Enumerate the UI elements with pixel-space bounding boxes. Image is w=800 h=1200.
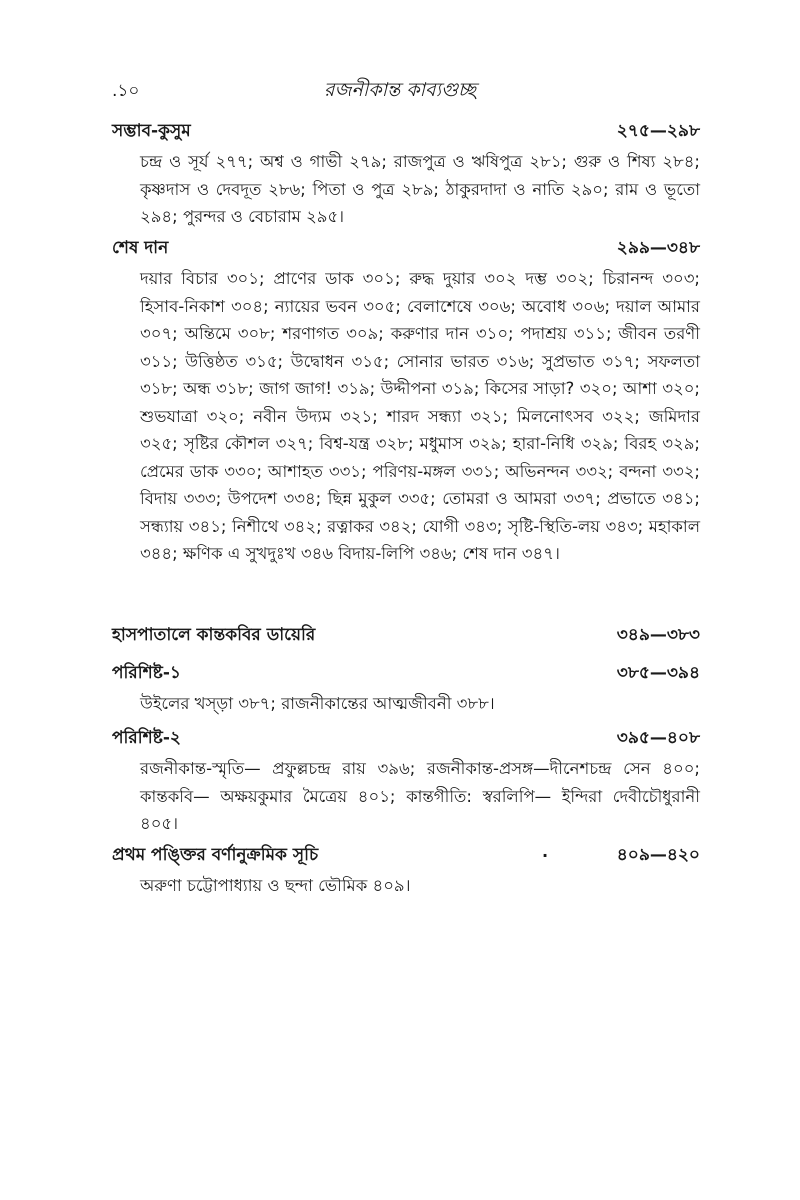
toc-heading — [112, 622, 700, 652]
section-title: হাসপাতালে কান্তকবির ডায়েরি — [112, 625, 316, 645]
section-title: প্রথম পঙ্ক্তির বর্ণানুক্রমিক সূচি — [112, 845, 319, 865]
section-contents: উইলের খস্ড়া ৩৮৭; রাজনীকান্তের আত্মজীবনী ৩৮৮। — [140, 694, 495, 713]
section-contents: অরুণা চট্টোপাধ্যায় ও ছন্দা ভৌমিক ৪০৯। — [140, 876, 411, 895]
section-contents: দয়ার বিচার ৩০১; প্রাণের ডাক ৩০১; রুদ্ধ দুয়ার ৩০২ দম্ভ ৩০২; চিরানন্দ ৩০৩; হিসাব-নিকাশ ৩০৪; ন্যায়ের ভবন ৩০৫; বেলাশেষে ৩০৬; অবোধ ৩০৬; দয়াল আমার ৩০৭; অন্তিমে ৩০৮; শরণাগত ৩০৯; করুণার দান ৩১০; পদাশ্রয় ৩১১; জীবন তরণী ৩১১; উত্তিষ্ঠত ৩১৫; উদ্বোধন ৩১৫; সোনার ভারত ৩১৬; সুপ্রভাত ৩১৭; সফলতা ৩১৮; অন্ধ ৩১৮; জাগ জাগ! ৩১৯; উদ্দীপনা ৩১৯; কিসের সাড়া? ৩২০; আশা ৩২০; শুভযাত্রা ৩২০; নবীন উদ্যম ৩২১; শারদ সন্ধ্যা ৩২১; মিলনোৎসব ৩২২; জমিদার ৩২৫; সৃষ্টির কৌশল ৩২৭; বিশ্ব-যন্ত্র ৩২৮; মধুমাস ৩২৯; হারা-নিধি ৩২৯; বিরহ ৩২৯; প্রেমের ডাক ৩৩০; আশাহত ৩৩১; পরিণয়-মঙ্গল ৩৩১; অভিনন্দন ৩৩২; বন্দনা ৩৩২; বিদায় ৩৩৩; উপদেশ ৩৩৪; ছিন্ন মুকুল ৩৩৫; তোমরা ও আমরা ৩৩৭; প্রভাতে ৩৪১; সন্ধ্যায় ৩৪১; নিশীথে ৩৪২; রত্নাকর ৩৪২; যোগী ৩৪৩; সৃষ্টি-স্থিতি-লয় ৩৪৩; মহাকাল ৩৪৪; ক্ষণিক এ সুখদুঃখ ৩৪৬ বিদায়-লিপি ৩৪৬; শেষ দান ৩৪৭। — [140, 269, 700, 563]
section-contents: রজনীকান্ত-স্মৃতি— প্রফুল্লচন্দ্র রায় ৩৯৬; রজনীকান্ত-প্রসঙ্গ—দীনেশচন্দ্র সেন ৪০০; কান্তকবি— অক্ষয়কুমার মৈত্রেয় ৪০১; কান্তগীতি: স্বরলিপি— ইন্দিরা দেবীচৌধুরানী ৪০৫। — [140, 759, 700, 833]
page-range: ৩৯৫—৪০৮ — [616, 728, 700, 748]
page-range: ২৯৯—৩৪৮ — [616, 238, 700, 258]
toc-heading — [112, 118, 700, 148]
page-range: ২৭৫—২৯৮ — [616, 121, 700, 141]
page-range: ৪০৯—৪২০ — [616, 845, 700, 865]
leader-dot: . — [542, 842, 549, 861]
section-title: সম্ভাব-কুসুম — [112, 121, 191, 141]
section-title: শেষ দান — [112, 238, 169, 258]
toc-heading — [112, 235, 700, 265]
toc-heading — [112, 660, 700, 690]
toc-heading — [112, 725, 700, 755]
toc-section — [112, 118, 700, 231]
page-number: .১০ — [112, 81, 140, 101]
toc-section — [112, 660, 700, 718]
toc-section — [112, 725, 700, 838]
toc-section — [112, 622, 700, 652]
section-title: পরিশিষ্ট-২ — [112, 728, 181, 748]
toc-section — [112, 842, 700, 900]
section-contents: চন্দ্র ও সূর্য ২৭৭; অশ্ব ও গাভী ২৭৯; রাজপুত্র ও ঋষিপুত্র ২৮১; গুরু ও শিষ্য ২৮৪; কৃষ্ণদাস ও দেবদূত ২৮৬; পিতা ও পুত্র ২৮৯; ঠাকুরদাদা ও নাতি ২৯০; রাম ও ভূতো ২৯৪; পুরন্দর ও বেচারাম ২৯৫। — [140, 152, 700, 226]
toc-heading — [112, 842, 700, 872]
page-range: ৩৪৯—৩৮৩ — [616, 625, 700, 645]
page-range: ৩৮৫—৩৯৪ — [616, 663, 700, 683]
toc-section — [112, 235, 700, 568]
running-title: রজনীকান্ত কাব্যগুচ্ছ — [324, 79, 476, 101]
section-title: পরিশিষ্ট-১ — [112, 663, 181, 683]
